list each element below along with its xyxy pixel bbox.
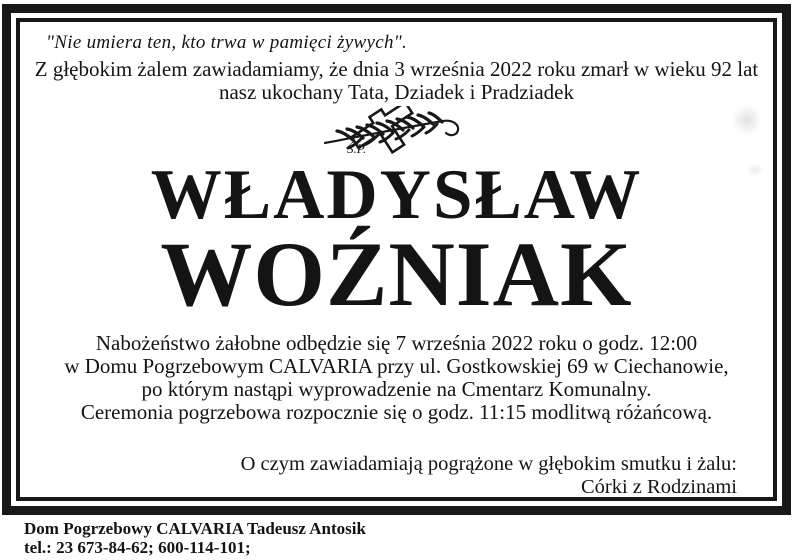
service-details-line-1: Nabożeństwo żałobne odbędzie się 7 września 2022 roku o godz. 12:00 xyxy=(95,330,698,355)
funeral-home-footer xyxy=(24,519,366,557)
announcement-line-1: Z głębokim żalem zawiadamiamy, że dnia 3 września 2022 roku zmarł w wieku 92 lat xyxy=(34,57,759,81)
announcement-line-2: nasz ukochany Tata, Dziadek i Pradziadek xyxy=(218,80,574,104)
deceased-last-name: WOŹNIAK xyxy=(160,223,633,325)
service-details-line-3: po którym nastąpi wyprowadzenie na Cmentarz Komunalny. xyxy=(141,376,652,401)
service-details-line-2: w Domu Pogrzebowym CALVARIA przy ul. Gostkowskiej 69 w Ciechanowie, xyxy=(64,353,729,378)
deceased-first-name: WŁADYSŁAW xyxy=(150,156,643,234)
closing-line: O czym zawiadamiają pogrążone w głębokim smutku i żalu: xyxy=(240,452,737,475)
funeral-home-phone: tel.: 23 673-84-62; 600-114-101; xyxy=(24,538,251,557)
mourners-line: Córki z Rodzinami xyxy=(580,475,737,498)
memorial-notice-outer-frame xyxy=(2,4,791,515)
memorial-symbol xyxy=(20,106,773,156)
service-details-line-4: Ceremonia pogrzebowa rozpocznie się o godz. 11:15 modlitwą różańcową. xyxy=(80,399,713,424)
memorial-notice-inner-frame xyxy=(16,18,777,501)
service-details xyxy=(20,332,773,424)
memorial-quote: "Nie umiera ten, kto trwa w pamięci żywych". xyxy=(46,32,408,53)
cross-and-palm-branch-icon xyxy=(317,106,477,156)
closing-block xyxy=(20,453,773,499)
funeral-home-name: Dom Pogrzebowy CALVARIA Tadeusz Antosik xyxy=(24,519,366,538)
sp-caption: Ś.P. xyxy=(346,141,366,156)
